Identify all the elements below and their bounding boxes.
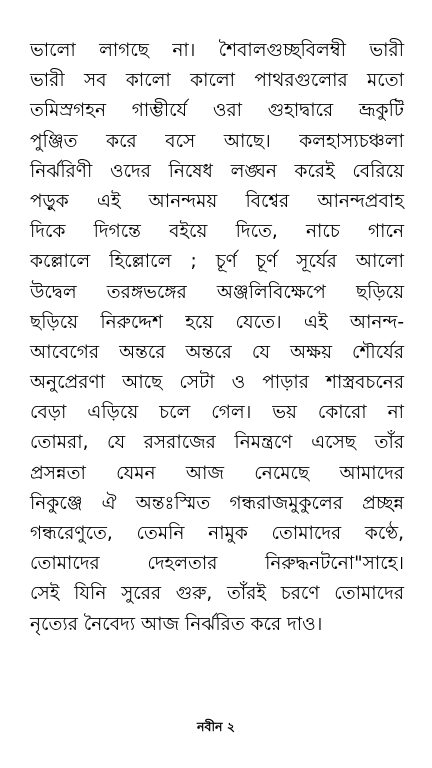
page-footer: নবীন ২ — [197, 719, 235, 734]
text-line: অনুপ্রেরণা আছে সেটা ও পাড়ার শাস্ত্রবচনের — [30, 372, 404, 394]
text-line: বেড়া এড়িয়ে চলে গেল। ভয় কোরো না — [30, 402, 404, 424]
text-line: কল্লোলে হিল্লোলে ; চূর্ণ চূর্ণ সূর্যের আলো — [30, 251, 404, 273]
text-line: তোমরা, যে রসরাজের নিমন্ত্রণে এসেছ তাঁর — [30, 432, 404, 454]
text-line: সেই যিনি সুরের গুরু, তাঁরই চরণে তোমাদের — [30, 583, 404, 605]
text-line: ভালো লাগছে না। শৈবালগুচ্ছবিলম্বী ভারী — [30, 40, 404, 61]
text-line: তোমাদের দেহলতার নিরুদ্ধনটনো"সাহে। — [30, 553, 404, 575]
body-text — [30, 36, 404, 640]
text-line: নির্ঝরিণী ওদের নিষেধ লঙ্ঘন করেই বেরিয়ে — [30, 160, 404, 182]
text-line: পুঞ্জিত করে বসে আছে। কলহাস্যচঞ্চলা — [30, 130, 404, 152]
text-line: পড়ুক এই আনন্দময় বিশ্বের আনন্দপ্রবাহ — [30, 190, 404, 212]
text-line: উদ্বেল তরঙ্গভঙ্গের অঞ্জলিবিক্ষেপে ছড়িয়ে — [30, 281, 404, 303]
text-line: প্রসন্নতা যেমন আজ নেমেছে আমাদের — [30, 462, 404, 484]
text-line: তমিস্রগহন গাম্ভীর্যে ওরা গুহাদ্বারে ভ্রূকুটি — [30, 100, 404, 122]
text-line: ভারী সব কালো কালো পাথরগুলোর মতো — [30, 70, 404, 92]
text-line: আবেগের অন্তরে অন্তরে যে অক্ষয় শৌর্যের — [30, 341, 404, 363]
text-line: দিকে দিগন্তে বইয়ে দিতে, নাচে গানে — [30, 221, 404, 243]
text-line: গন্ধরেণুতে, তেমনি নামুক তোমাদের কণ্ঠে, — [30, 523, 404, 544]
text-line: নৃত্যের নৈবেদ্য আজ নির্ঝরিত করে দাও। — [30, 613, 323, 635]
text-line: ছড়িয়ে নিরুদ্দেশ হয়ে যেতে। এই আনন্দ- — [30, 311, 404, 333]
text-line: নিকুঞ্জে ঐ অন্তঃস্মিত গন্ধরাজমুকুলের প্রচ্ছন্ন — [30, 492, 404, 514]
